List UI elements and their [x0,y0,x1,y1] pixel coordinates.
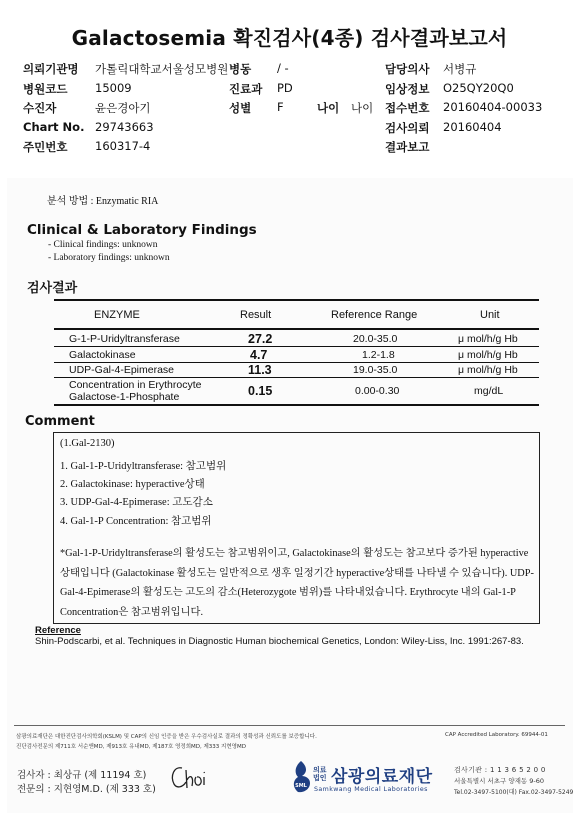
clinical-findings-line: - Clinical findings: unknown [48,240,158,250]
specialist-list: 진단검사전문의 제711호 서순앤MD, 제913호 유내MD, 제187호 영정희MD, 제333 지현영MD [16,744,246,750]
cap-accreditation: CAP Accredited Laboratory. 69944-01 [445,732,548,738]
enzyme-name: G-1-P-Uridyltransferase [69,333,180,345]
comment-item: 1. Gal-1-P-Uridyltransferase: 참고범위 [60,461,227,472]
unit: mg/dL [474,385,504,397]
value-receipt-no: 20160404-00033 [443,100,543,114]
examiner: 검사자 : 최상규 (제 11194 호) [17,770,147,781]
enzyme-name: Concentration in Erythrocyte [69,379,202,391]
logo-mark-text: SML [295,783,307,789]
reference-range: 0.00-0.30 [355,385,400,397]
enzyme-name-line2: Galactose-1-Phosphate [69,391,180,403]
enzyme-name: Galactokinase [69,349,136,361]
row-divider [54,346,539,347]
label-sex: 성별 [229,101,252,115]
row-divider [54,362,539,363]
row-divider [54,377,539,378]
col-result: Result [240,309,272,321]
label-institution: 의뢰기관명 [23,62,79,76]
label-receipt-no: 접수번호 [385,101,430,115]
reference-range: 19.0-35.0 [353,364,398,376]
value-hospital-code: 15009 [95,81,132,95]
label-report-date: 결과보고 [385,140,430,154]
col-unit: Unit [480,309,500,321]
value-institution: 가톨릭대학교서울성모병원 [95,62,229,76]
value-sex: F [277,100,284,114]
comment-item: 4. Gal-1-P Concentration: 참고범위 [60,516,212,527]
comment-code: (1.Gal-2130) [60,438,115,449]
table-top-rule [54,299,539,301]
reference-text: Shin-Podscarbi, et al. Techniques in Diagnostic Human biochemical Genetics, London: Wiley-Liss, Inc. 1991:267-83. [35,636,524,647]
table-header-rule [54,328,539,330]
value-age: 나이 [351,101,374,115]
label-request-date: 검사의뢰 [385,121,430,135]
enzyme-name: UDP-Gal-4-Epimerase [69,364,175,376]
footer-rule [14,725,565,726]
value-chart-no: 29743663 [95,120,154,134]
label-department: 진료과 [229,82,263,96]
logo-prefix: 의료 법인 [313,766,327,782]
value-request-date: 20160404 [443,120,502,134]
table-bottom-rule [54,404,539,406]
institution-number: 검사기관 : 1 1 3 6 5 2 0 0 [454,766,546,774]
accreditation-notice: 삼광의료재단은 대한진단검사의학회(KSLM) 및 CAP의 신임 인증을 받은 우수검사실로 결과의 정확성과 신뢰도를 보증합니다. [16,734,317,740]
address: 서울특별시 서초구 양재동 9-60 [454,777,545,785]
result-value: 4.7 [250,348,268,362]
value-department: PD [277,81,293,95]
analysis-method: 분석 방법 : Enzymatic RIA [47,196,159,207]
label-resident-no: 주민번호 [23,140,68,154]
result-value: 11.3 [248,363,272,377]
label-hospital-code: 병원코드 [23,82,68,96]
phone-fax: Tel.02-3497-5100(대) Fax.02-3497-5249 [454,789,574,796]
foundation-logo-icon [290,760,312,794]
result-value: 27.2 [248,332,273,346]
label-clinical-info: 임상정보 [385,82,430,96]
unit: μ mol/h/g Hb [458,333,518,345]
unit: μ mol/h/g Hb [458,364,518,376]
report-title: Galactosemia 확진검사(4종) 검사결과보고서 [71,26,508,50]
col-enzyme: ENZYME [94,309,140,321]
reference-heading: Reference [35,625,81,636]
value-ward: / - [277,61,289,75]
results-heading: 검사결과 [27,281,78,296]
label-doctor: 담당의사 [385,62,430,76]
value-resident-no: 160317-4 [95,139,151,153]
label-age: 나이 [317,101,340,115]
foundation-name: 삼광의료재단 [331,767,433,787]
signature-image [168,762,216,792]
comment-item: 2. Galactokinase: hyperactive상태 [60,479,205,490]
value-patient: 윤은경아기 [95,101,151,115]
clinical-findings-heading: Clinical & Laboratory Findings [27,222,257,238]
comment-heading: Comment [25,414,95,429]
col-reference-range: Reference Range [331,309,418,321]
result-value: 0.15 [248,384,273,398]
label-ward: 병동 [229,62,252,76]
reference-range: 1.2-1.8 [362,349,395,361]
laboratory-findings-line: - Laboratory findings: unknown [48,253,170,263]
label-chart-no: Chart No. [23,120,85,134]
foundation-name-english: Samkwang Medical Laboratories [314,786,428,793]
value-doctor: 서병규 [443,62,477,76]
specialist: 전문의 : 지현영M.D. (제 333 호) [17,784,156,795]
comment-item: 3. UDP-Gal-4-Epimerase: 고도감소 [60,497,213,508]
comment-paragraph: *Gal-1-P-Uridyltransferase의 활성도는 참고범위이고, Galactokinase의 활성도는 참고보다 증가된 hyperactive상태입니다 (Galactokinase 활성도는 일반적으로 생후 일정기간 hyperactive상태를 나타낼 수 있습니다). UDP-Gal-4-Epimerase의 활성도는 고도의 감소(Heterozygote 범위)를 나타내었습니다. Erythrocyte 내의 Gal-1-P Concentration은 참고범위입니다. [60,548,534,618]
unit: μ mol/h/g Hb [458,349,518,361]
label-patient: 수진자 [23,101,57,115]
reference-range: 20.0-35.0 [353,333,398,345]
value-clinical-info: O25QY20Q0 [443,81,514,95]
